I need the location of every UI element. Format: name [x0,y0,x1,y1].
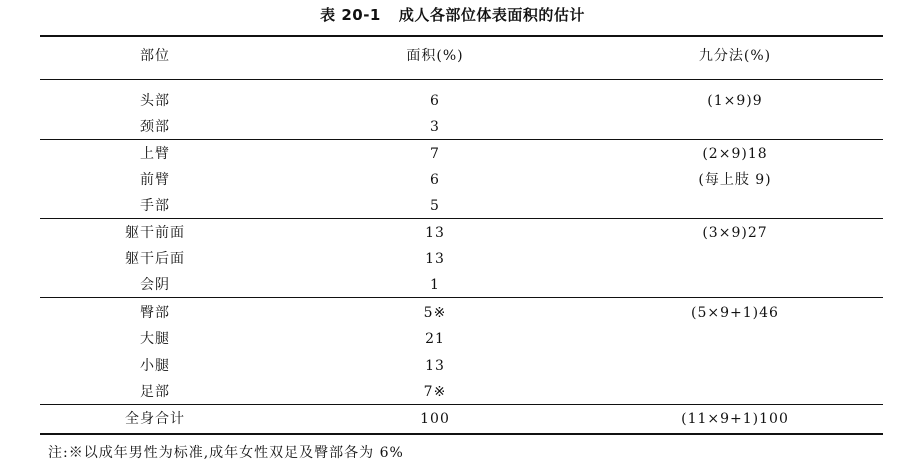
area-cell: 13 [425,251,445,267]
area-cell: 1 [430,277,440,293]
part-cell: 小腿 [140,358,170,374]
area-cell: 5 [430,198,440,214]
nine-cell: (2×9)18 [702,146,768,162]
area-cell: 7 [430,146,440,162]
nine-cell: (5×9+1)46 [691,305,779,321]
group-divider [40,139,883,140]
part-cell: 前臂 [140,172,170,188]
area-cell: 7※ [423,384,447,400]
area-cell: 100 [420,411,450,427]
group-divider [40,218,883,219]
top-rule [40,35,883,37]
part-cell: 会阴 [140,277,170,293]
table-number: 表 20-1 [320,6,381,24]
nine-cell: (3×9)27 [702,225,768,241]
part-cell: 全身合计 [125,411,185,427]
part-cell: 足部 [140,384,170,400]
area-cell: 3 [430,119,440,135]
nine-cell: (1×9)9 [707,93,763,109]
part-cell: 大腿 [140,331,170,347]
area-cell: 5※ [423,305,447,321]
area-cell: 6 [430,93,440,109]
bottom-rule [40,433,883,435]
area-cell: 13 [425,358,445,374]
table-footnote: 注:※以成年男性为标准,成年女性双足及臀部各为 6% [48,445,404,461]
column-header-part: 部位 [140,48,170,64]
area-cell: 6 [430,172,440,188]
group-divider [40,297,883,298]
header-rule [40,79,883,80]
part-cell: 躯干后面 [125,251,185,267]
column-header-area: 面积(%) [406,48,464,64]
area-cell: 21 [425,331,445,347]
column-header-nine: 九分法(%) [698,48,772,64]
part-cell: 颈部 [140,119,170,135]
part-cell: 上臂 [140,146,170,162]
table-caption [0,5,905,25]
nine-cell: (11×9+1)100 [681,411,789,427]
nine-cell: (每上肢 9) [698,172,772,188]
part-cell: 头部 [140,93,170,109]
table-title: 成人各部位体表面积的估计 [398,6,585,24]
part-cell: 躯干前面 [125,225,185,241]
area-cell: 13 [425,225,445,241]
total-rule [40,404,883,405]
part-cell: 臀部 [140,305,170,321]
part-cell: 手部 [140,198,170,214]
